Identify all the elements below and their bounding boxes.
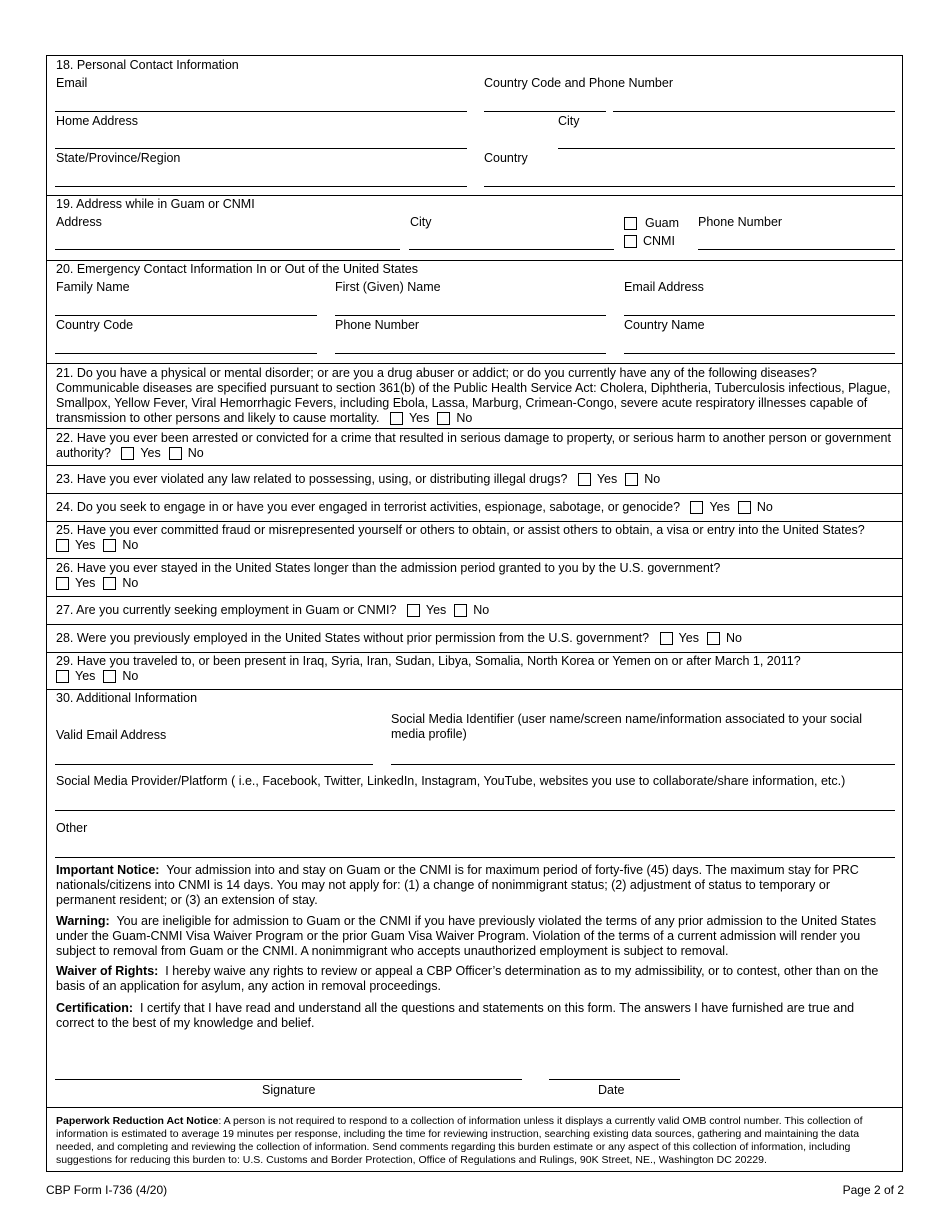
- waiver-of-rights: [56, 964, 893, 994]
- no-checkbox[interactable]: [454, 604, 467, 617]
- question-22-label: 22. Have you ever been arrested or convicted for a crime that resulted in serious damage to property, or serious harm to another person or government authority?: [56, 431, 891, 460]
- family-name-label: Family Name: [56, 280, 130, 294]
- email-field[interactable]: [55, 111, 467, 112]
- yes-checkbox[interactable]: [56, 670, 69, 683]
- question-29-text: [56, 654, 893, 684]
- question-21: [47, 364, 902, 429]
- no-label: No: [456, 411, 473, 425]
- guam-label: Guam: [645, 216, 680, 230]
- question-28-label: 28. Were you previously employed in the United States without prior permission from the U.S. government?: [56, 631, 650, 645]
- yes-checkbox[interactable]: [690, 501, 703, 514]
- home-address-label: Home Address: [56, 114, 138, 128]
- yes-label: Yes: [75, 669, 96, 683]
- question-25-answers: [56, 538, 146, 552]
- no-checkbox[interactable]: [169, 447, 182, 460]
- important-notice: [56, 863, 893, 908]
- question-25: [47, 522, 902, 559]
- section-19-heading: 19. Address while in Guam or CNMI: [56, 197, 255, 211]
- question-21-label: 21. Do you have a physical or mental disorder; or are you a drug abuser or addict; or do you currently have any of the following diseases? Communicable diseases are specified pursuant to section 361(b) of the Public Health Service Act: Cholera, Diphtheria, Tuberculosis infectious, Plague, Smallpox, Yellow Fever, Viral Hemorrhagic Fevers, including Ebola, Lassa, Marburg, Crimean-Congo, severe acute respiratory illnesses capable of transmission to other persons and likely to cause mortality.: [56, 366, 891, 425]
- country-name-field[interactable]: [624, 353, 895, 354]
- email-label: Email Address: [624, 280, 704, 294]
- question-24-label: 24. Do you seek to engage in or have you ever engaged in terrorist activities, espionage, sabotage, or genocide?: [56, 500, 681, 514]
- no-checkbox[interactable]: [437, 412, 450, 425]
- paperwork-reduction-notice: [47, 1108, 902, 1171]
- no-label: No: [187, 446, 204, 460]
- city-label: City: [410, 215, 432, 229]
- date-field[interactable]: [549, 1079, 680, 1080]
- paperwork-reduction-text: [56, 1115, 893, 1167]
- state-field[interactable]: [55, 186, 467, 187]
- valid-email-label: Valid Email Address: [56, 728, 167, 742]
- question-23-text: [56, 472, 893, 487]
- phone-number-field[interactable]: [335, 353, 606, 354]
- no-checkbox[interactable]: [103, 577, 116, 590]
- question-27: [47, 597, 902, 625]
- social-media-identifier-field[interactable]: [391, 764, 895, 765]
- yes-checkbox[interactable]: [407, 604, 420, 617]
- yes-checkbox[interactable]: [390, 412, 403, 425]
- question-24-answers: [684, 500, 781, 514]
- valid-email-field[interactable]: [55, 764, 373, 765]
- warning-label: Warning:: [56, 914, 110, 928]
- question-28: [47, 625, 902, 653]
- question-28-text: [56, 631, 893, 646]
- phone-label: Phone Number: [335, 318, 420, 332]
- phone-number-field[interactable]: [613, 111, 895, 112]
- signature-label: Signature: [262, 1083, 316, 1097]
- signature-field[interactable]: [55, 1079, 522, 1080]
- no-label: No: [122, 669, 139, 683]
- yes-checkbox[interactable]: [660, 632, 673, 645]
- waiver-text: I hereby waive any rights to review or appeal a CBP Officer’s determination as to my admissibility, or to contest, other than on the basis of an application for asylum, any action in removal proceedings.: [56, 964, 879, 993]
- first-name-label: First (Given) Name: [335, 280, 441, 294]
- email-label: Email: [56, 76, 88, 90]
- no-checkbox[interactable]: [103, 539, 116, 552]
- section-19: [47, 196, 902, 261]
- no-checkbox[interactable]: [625, 473, 638, 486]
- other-label: Other: [56, 821, 88, 835]
- question-22-answers: [114, 446, 211, 460]
- no-label: No: [756, 500, 773, 514]
- yes-label: Yes: [709, 500, 730, 514]
- warning-text: You are ineligible for admission to Guam or the CNMI if you have previously violated the terms of any prior admission to the United States under the Guam-CNMI Visa Waiver Program or the prior Guam Visa Waiver Program. Violation of the terms of a current admission will render you subject to removal from Guam or the CNMI. A nonimmigrant who accepts unauthorized employment is subject to removal.: [56, 914, 877, 958]
- question-22: [47, 429, 902, 466]
- yes-label: Yes: [75, 576, 96, 590]
- important-notice-label: Important Notice:: [56, 863, 160, 877]
- warning-notice: [56, 914, 893, 959]
- certification: [56, 1001, 893, 1031]
- yes-checkbox[interactable]: [56, 577, 69, 590]
- question-26-label: 26. Have you ever stayed in the United States longer than the admission period granted to you by the U.S. government?: [56, 561, 721, 575]
- state-label: State/Province/Region: [56, 151, 181, 165]
- question-24: [47, 494, 902, 522]
- waiver-label: Waiver of Rights:: [56, 964, 159, 978]
- country-field[interactable]: [484, 186, 895, 187]
- question-21-answers: [383, 411, 480, 425]
- question-28-answers: [653, 631, 750, 645]
- yes-checkbox[interactable]: [578, 473, 591, 486]
- question-24-text: [56, 500, 893, 515]
- section-20-heading: 20. Emergency Contact Information In or Out of the United States: [56, 262, 418, 276]
- question-29-label: 29. Have you traveled to, or been present in Iraq, Syria, Iran, Sudan, Libya, Somalia, North Korea or Yemen on or after March 1, 2011?: [56, 654, 801, 668]
- question-23-answers: [571, 472, 668, 486]
- country-code-field[interactable]: [55, 353, 317, 354]
- city-label: City: [558, 114, 580, 128]
- question-21-text: [56, 366, 893, 426]
- yes-label: Yes: [425, 603, 447, 617]
- first-name-field[interactable]: [335, 315, 606, 316]
- guam-option[interactable]: [624, 216, 679, 231]
- city-field[interactable]: [558, 148, 895, 149]
- city-field[interactable]: [409, 249, 614, 250]
- cnmi-label: CNMI: [643, 234, 675, 248]
- paperwork-reduction-label: Paperwork Reduction Act Notice: [56, 1115, 219, 1127]
- no-label: No: [122, 538, 139, 552]
- no-checkbox[interactable]: [707, 632, 720, 645]
- social-media-provider-field[interactable]: [55, 810, 895, 811]
- page-number: Page 2 of 2: [842, 1183, 904, 1197]
- question-26-answers: [56, 576, 146, 590]
- question-26-text: [56, 561, 893, 591]
- address-field[interactable]: [55, 249, 400, 250]
- yes-checkbox[interactable]: [121, 447, 134, 460]
- question-22-text: [56, 431, 893, 461]
- section-30: [47, 690, 902, 1108]
- question-29: [47, 653, 902, 690]
- question-25-text: [56, 523, 893, 553]
- no-label: No: [473, 603, 490, 617]
- question-23: [47, 466, 902, 494]
- phone-number-field[interactable]: [698, 249, 895, 250]
- form-page: [46, 55, 903, 1172]
- section-20: [47, 261, 902, 364]
- no-label: No: [725, 631, 742, 645]
- yes-label: Yes: [140, 446, 161, 460]
- cnmi-checkbox[interactable]: [624, 235, 637, 248]
- question-25-label: 25. Have you ever committed fraud or misrepresented yourself or others to obtain, or assist others to obtain, a visa or entry into the United States?: [56, 523, 865, 537]
- social-media-identifier-label: Social Media Identifier (user name/screen name/information associated to your social media profile): [391, 712, 863, 741]
- cnmi-option[interactable]: [624, 234, 675, 249]
- email-field[interactable]: [624, 315, 895, 316]
- question-27-answers: [400, 603, 497, 617]
- no-label: No: [644, 472, 661, 486]
- no-checkbox[interactable]: [103, 670, 116, 683]
- yes-label: Yes: [596, 472, 618, 486]
- address-label: Address: [56, 215, 102, 229]
- country-code-field[interactable]: [484, 111, 606, 112]
- paperwork-reduction-body: : A person is not required to respond to a collection of information unless it displays a currently valid OMB control number. This collection of information is estimated to average 19 minutes per response, including the time for reviewing instruction, searching existing data sources, gathering and maintaining the data needed, and completing and reviewing the collection of information. Send comments regarding this burden estimate or any aspect of this collection of information, including suggestions for reducing this burden to: U.S. Customs and Border Protection, Office of Regulations and Rulings, 90K Street, NE., Washington DC 20229.: [56, 1115, 863, 1166]
- section-18-heading: 18. Personal Contact Information: [56, 58, 239, 72]
- country-label: Country: [484, 151, 528, 165]
- date-label: Date: [598, 1083, 625, 1097]
- yes-label: Yes: [408, 411, 430, 425]
- question-23-label: 23. Have you ever violated any law related to possessing, using, or distributing illegal drugs?: [56, 472, 568, 486]
- home-address-field[interactable]: [55, 148, 467, 149]
- certification-label: Certification:: [56, 1001, 134, 1015]
- family-name-field[interactable]: [55, 315, 317, 316]
- certification-text: I certify that I have read and understand all the questions and statements on this form. The answers I have furnished are true and correct to the best of my knowledge and belief.: [56, 1001, 855, 1030]
- question-26: [47, 559, 902, 597]
- yes-label: Yes: [75, 538, 96, 552]
- country-name-label: Country Name: [624, 318, 705, 332]
- no-checkbox[interactable]: [738, 501, 751, 514]
- other-field[interactable]: [55, 857, 895, 858]
- section-30-heading: 30. Additional Information: [56, 691, 198, 705]
- yes-checkbox[interactable]: [56, 539, 69, 552]
- country-code-label: Country Code: [56, 318, 134, 332]
- form-id: CBP Form I-736 (4/20): [46, 1183, 168, 1197]
- guam-checkbox[interactable]: [624, 217, 637, 230]
- section-18: [47, 56, 902, 196]
- question-27-text: [56, 603, 893, 618]
- important-notice-text: Your admission into and stay on Guam or the CNMI is for maximum period of forty-five (45) days. The maximum stay for PRC nationals/citizens into CNMI is 14 days. You may not apply for: (1) a change of nonimmigrant status; (2) adjustment of status to temporary or permanent resident; or (3) an extension of stay.: [56, 863, 859, 907]
- yes-label: Yes: [678, 631, 699, 645]
- question-27-label: 27. Are you currently seeking employment in Guam or CNMI?: [56, 603, 397, 617]
- question-29-answers: [56, 669, 146, 683]
- no-label: No: [122, 576, 139, 590]
- phone-label: Country Code and Phone Number: [484, 76, 674, 90]
- social-media-provider-label: Social Media Provider/Platform ( i.e., Facebook, Twitter, LinkedIn, Instagram, YouTube, websites you use to collaborate/share information, etc.): [56, 774, 846, 788]
- phone-label: Phone Number: [698, 215, 783, 229]
